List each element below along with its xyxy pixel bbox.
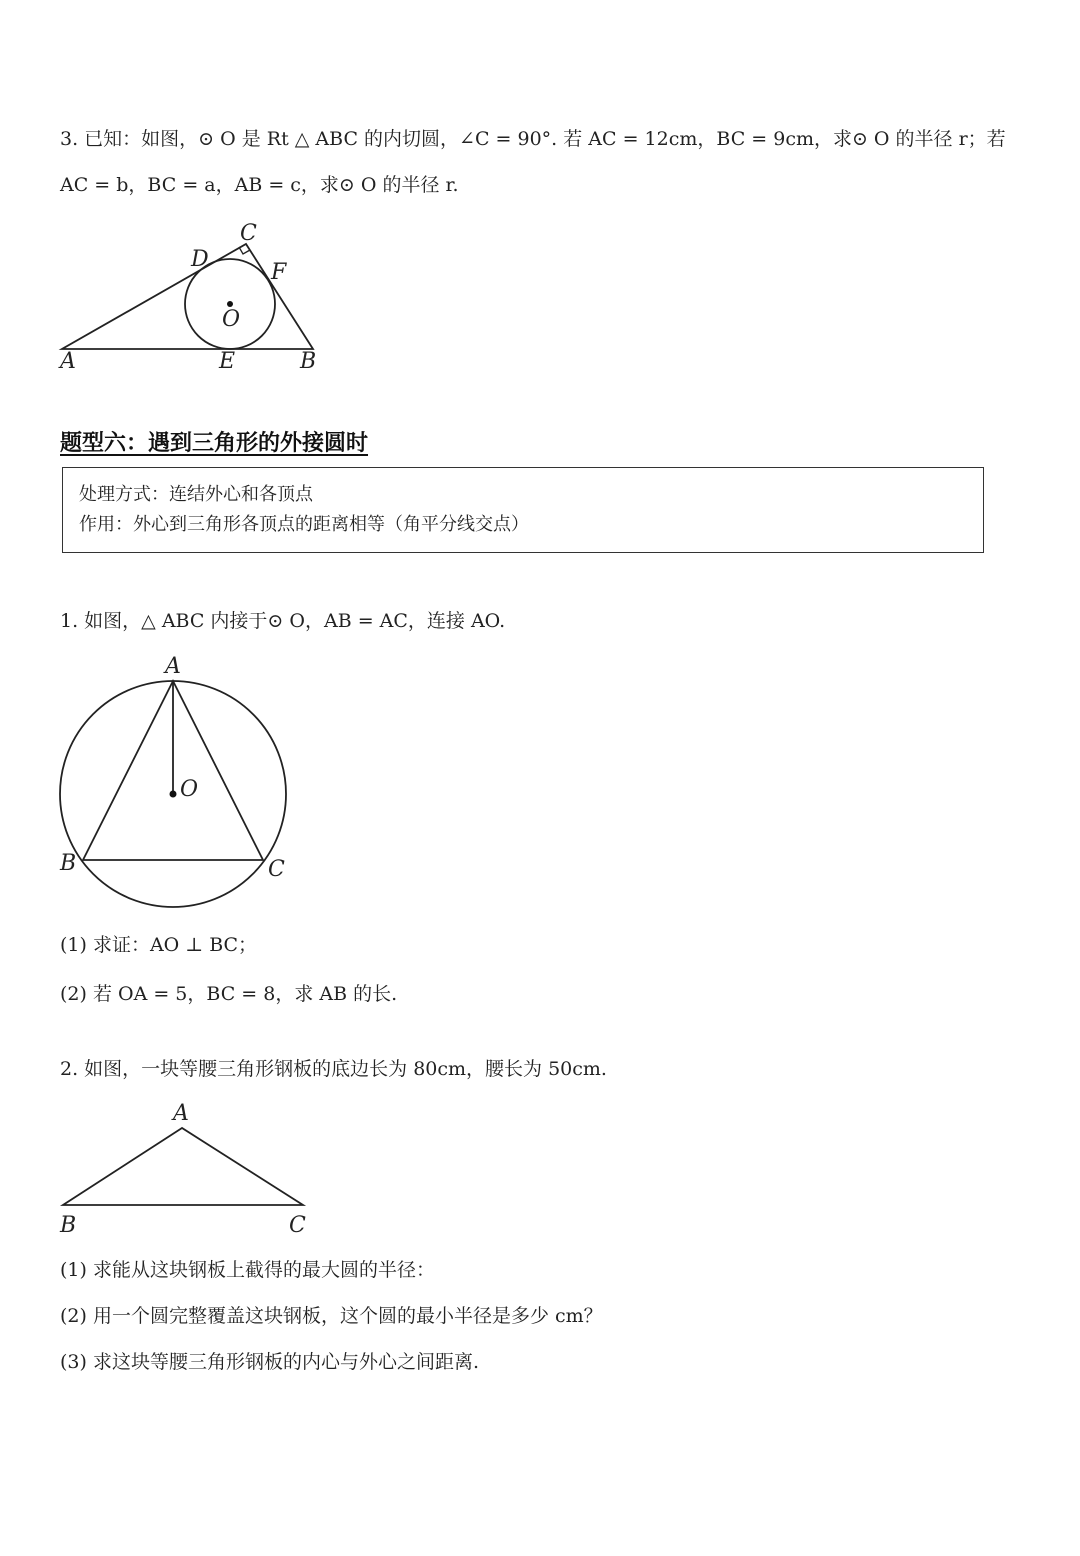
problem2-q3: (3) 求这块等腰三角形钢板的内心与外心之间距离. [60,1351,479,1373]
label-b: B [60,851,77,876]
label-e: E [219,349,236,374]
section-title: 题型六：遇到三角形的外接圆时 [60,431,369,456]
label-b: B [60,1213,77,1238]
problem2-q1: (1) 求能从这块钢板上截得的最大圆的半径： [60,1259,435,1281]
label-b: B [300,349,317,374]
label-a: A [165,654,181,679]
method-line: 处理方式：连结外心和各顶点 [79,484,313,505]
label-c: C [289,1213,306,1238]
isosceles-triangle [63,1128,303,1205]
problem3-line1: 3. 已知：如图，⊙ O 是 Rt △ ABC 的内切圆，∠C = 90°. 若 AC = 12cm，BC = 9cm，求⊙ O 的半径 r；若 [60,128,1006,150]
label-c: C [268,857,285,882]
label-d: D [191,247,209,272]
label-a: A [173,1101,189,1126]
label-o: O [180,777,199,802]
label-f: F [271,260,287,285]
label-a: A [60,349,76,374]
purpose-line: 作用：外心到三角形各顶点的距离相等（角平分线交点） [79,514,529,535]
label-o: O [222,307,241,332]
problem1-stem: 1. 如图，△ ABC 内接于⊙ O，AB = AC，连接 AO. [60,610,506,632]
label-c: C [240,221,257,246]
problem3-line2: AC = b，BC = a，AB = c，求⊙ O 的半径 r. [60,174,459,196]
problem2-q2: (2) 用一个圆完整覆盖这块钢板，这个圆的最小半径是多少 cm？ [60,1305,603,1327]
problem2-stem: 2. 如图，一块等腰三角形钢板的底边长为 80cm，腰长为 50cm. [60,1058,607,1080]
problem1-q1: (1) 求证：AO ⊥ BC； [60,934,258,956]
problem1-q2: (2) 若 OA = 5，BC = 8，求 AB 的长. [60,983,398,1005]
